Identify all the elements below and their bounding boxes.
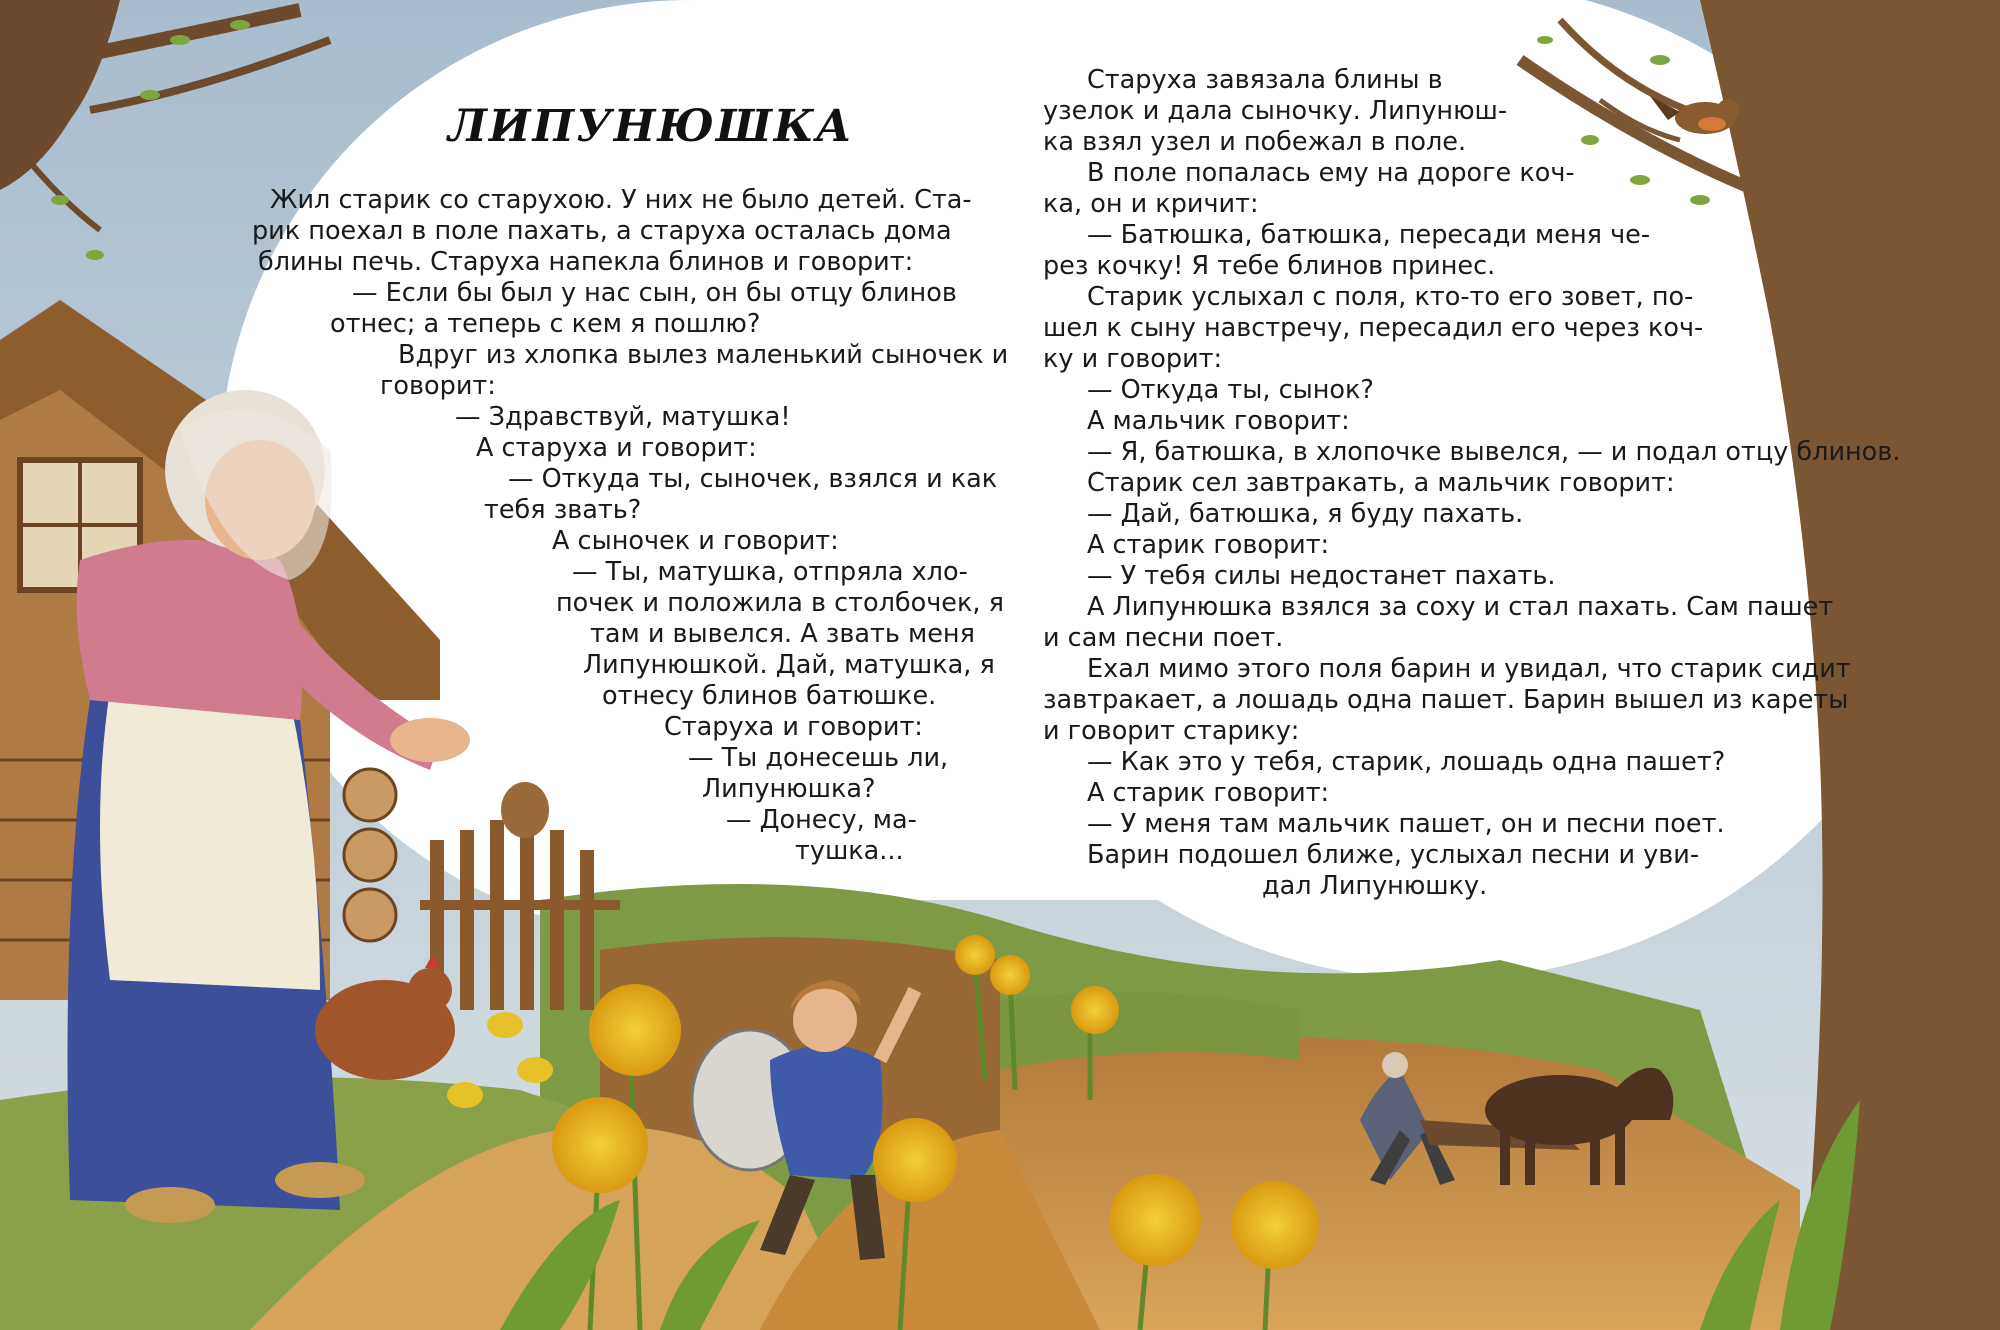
text-line: — Если бы был у нас сын, он бы отцу блинов (352, 278, 957, 308)
text-line: — Донесу, ма- (726, 805, 917, 835)
text-line: почек и положила в столбочек, я (556, 588, 1004, 618)
text-line: Липунюшка? (702, 774, 876, 804)
text-line: — Дай, батюшка, я буду пахать. (1087, 499, 1524, 529)
text-line: Жил старик со старухою. У них не было детей. Ста- (270, 185, 972, 215)
text-line: и говорит старику: (1043, 716, 1300, 746)
text-line: Старуха завязала блины в (1087, 65, 1443, 95)
text-line: завтракает, а лошадь одна пашет. Барин вышел из кареты (1043, 685, 1849, 715)
text-line: Старик сел завтракать, а мальчик говорит: (1087, 468, 1675, 498)
text-line: рез кочку! Я тебе блинов принес. (1043, 251, 1496, 281)
text-line: — Откуда ты, сыночек, взялся и как (508, 464, 998, 494)
text-line: и сам песни поет. (1043, 623, 1284, 653)
text-line: Старик услыхал с поля, кто-то его зовет, по- (1087, 282, 1694, 312)
text-line: там и вывелся. А звать меня (590, 619, 975, 649)
text-line: Липунюшкой. Дай, матушка, я (583, 650, 995, 680)
text-line: Барин подошел ближе, услыхал песни и уви- (1087, 840, 1700, 870)
text-line: — Батюшка, батюшка, пересади меня че- (1087, 220, 1651, 250)
text-line: тебя звать? (484, 495, 642, 525)
text-line: — Ты, матушка, отпряла хло- (572, 557, 968, 587)
text-line: Старуха и говорит: (664, 712, 923, 742)
text-line: — Ты донесешь ли, (688, 743, 949, 773)
text-line: — У тебя силы недостанет пахать. (1087, 561, 1556, 591)
text-line: дал Липунюшку. (1262, 871, 1488, 901)
text-line: — У меня там мальчик пашет, он и песни поет. (1087, 809, 1725, 839)
text-line: тушка... (795, 836, 904, 866)
text-line: ку и говорит: (1043, 344, 1223, 374)
text-line: — Я, батюшка, в хлопочке вывелся, — и подал отцу блинов. (1087, 437, 1901, 467)
text-line: ка взял узел и побежал в поле. (1043, 127, 1467, 157)
text-line: А старуха и говорит: (476, 433, 757, 463)
text-line: узелок и дала сыночку. Липунюш- (1043, 96, 1508, 126)
text-line: А старик говорит: (1087, 778, 1330, 808)
text-line: рик поехал в поле пахать, а старуха осталась дома (252, 216, 952, 246)
text-line: отнесу блинов батюшке. (602, 681, 937, 711)
text-line: А сыночек и говорит: (552, 526, 839, 556)
text-line: отнес; а теперь с кем я пошлю? (330, 309, 761, 339)
text-line: ка, он и кричит: (1043, 189, 1259, 219)
text-line: — Как это у тебя, старик, лошадь одна пашет? (1087, 747, 1726, 777)
text-line: А мальчик говорит: (1087, 406, 1350, 436)
text-line: В поле попалась ему на дороге коч- (1087, 158, 1575, 188)
text-line: Ехал мимо этого поля барин и увидал, что старик сидит (1087, 654, 1851, 684)
text-line: А Липунюшка взялся за соху и стал пахать. Сам пашет (1087, 592, 1834, 622)
text-line: блины печь. Старуха напекла блинов и говорит: (258, 247, 914, 277)
text-line: А старик говорит: (1087, 530, 1330, 560)
text-line: говорит: (380, 371, 496, 401)
text-line: шел к сыну навстречу, пересадил его через коч- (1043, 313, 1704, 343)
text-line: — Откуда ты, сынок? (1087, 375, 1374, 405)
text-line: — Здравствуй, матушка! (455, 402, 791, 432)
text-line: Вдруг из хлопка вылез маленький сыночек и (398, 340, 1009, 370)
story-title: ЛИПУНЮШКА (448, 101, 854, 152)
